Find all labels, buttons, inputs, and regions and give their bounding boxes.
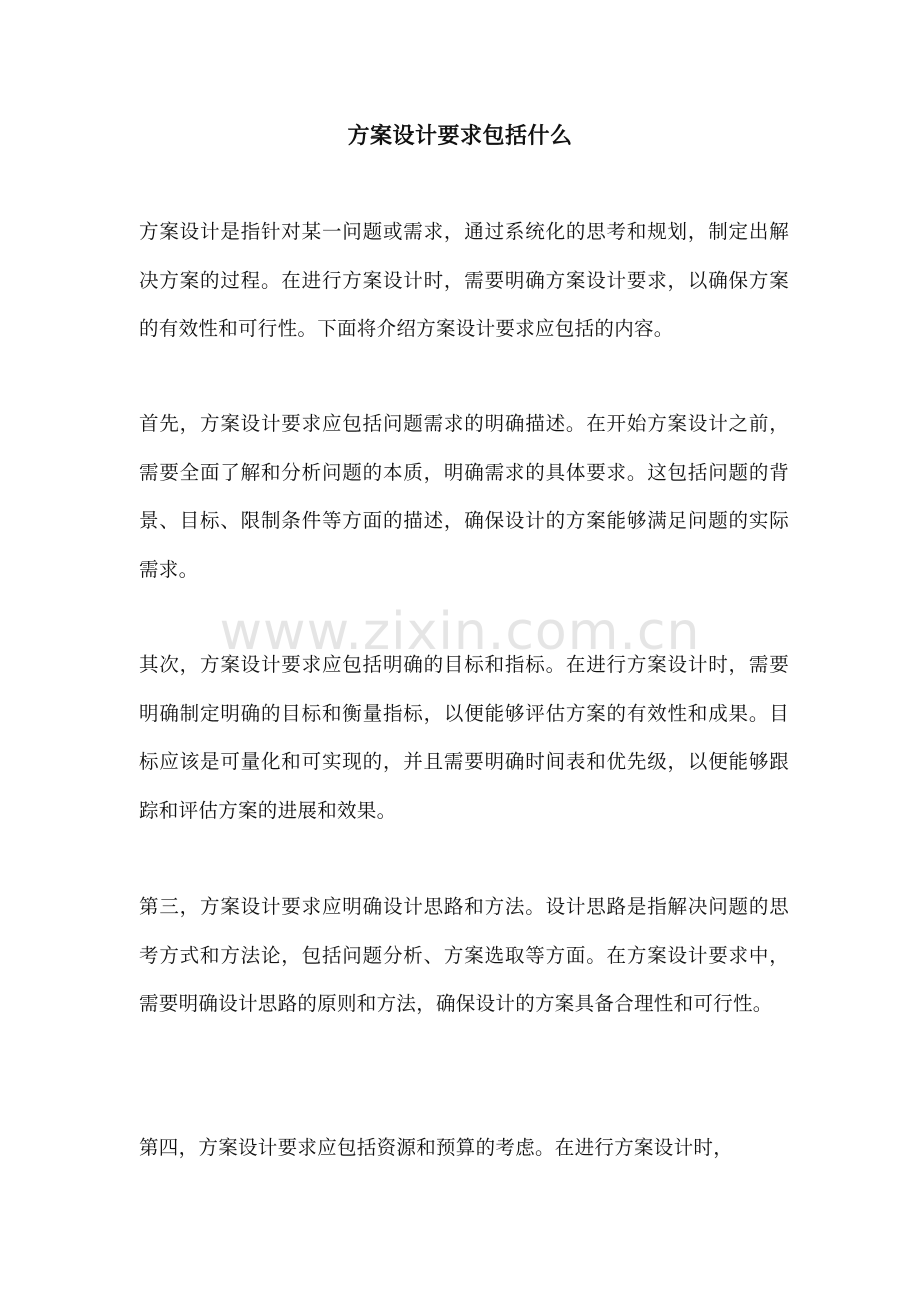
paragraph-first: 首先，方案设计要求应包括问题需求的明确描述。在开始方案设计之前，需要全面了解和分析问题的本质，明确需求的具体要求。这包括问题的背景、目标、限制条件等方面的描述，确保设计的方案能够满足问题的实际需求。 (139, 412, 789, 581)
paragraph-second: 其次，方案设计要求应包括明确的目标和指标。在进行方案设计时，需要明确制定明确的目标和衡量指标，以便能够评估方案的有效性和成果。目标应该是可量化和可实现的，并且需要明确时间表和优先级，以便能够跟踪和评估方案的进展和效果。 (139, 653, 789, 822)
paragraph-third: 第三，方案设计要求应明确设计思路和方法。设计思路是指解决问题的思考方式和方法论，包括问题分析、方案选取等方面。在方案设计要求中，需要明确设计思路的原则和方法，确保设计的方案具备合理性和可行性。 (139, 895, 789, 1015)
watermark: www.zixin.com.cn (219, 602, 701, 662)
document-title: 方案设计要求包括什么 (347, 123, 573, 149)
paragraph-intro: 方案设计是指针对某一问题或需求，通过系统化的思考和规划，制定出解决方案的过程。在进行方案设计时，需要明确方案设计要求，以确保方案的有效性和可行性。下面将介绍方案设计要求应包括的内容。 (139, 220, 789, 340)
paragraph-fourth: 第四，方案设计要求应包括资源和预算的考虑。在进行方案设计时， (139, 1136, 734, 1159)
